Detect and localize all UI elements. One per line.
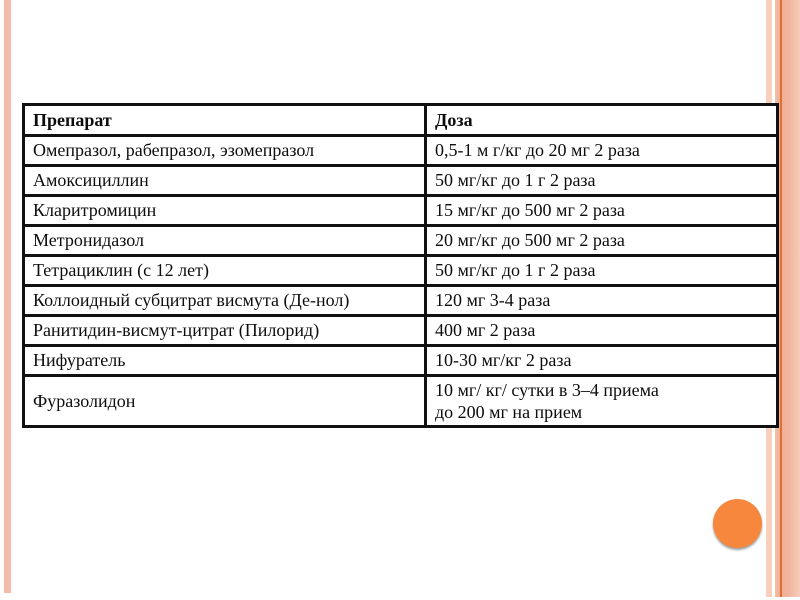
- left-accent-stripe: [4, 0, 11, 593]
- dose-cell: 15 мг/кг до 500 мг 2 раза: [426, 196, 778, 226]
- dose-cell: 20 мг/кг до 500 мг 2 раза: [426, 226, 778, 256]
- table-row: [24, 256, 778, 286]
- dose-line-2: до 200 мг на прием: [435, 402, 583, 422]
- table-row: [24, 166, 778, 196]
- drug-cell: Кларитромицин: [24, 196, 426, 226]
- dose-cell: 10-30 мг/кг 2 раза: [426, 346, 778, 376]
- column-header-dose: Доза: [426, 105, 778, 136]
- table-row: [24, 226, 778, 256]
- drug-cell: Метронидазол: [24, 226, 426, 256]
- table-row: [24, 286, 778, 316]
- dose-cell: [426, 376, 778, 427]
- dose-line-1: 10 мг/ кг/ сутки в 3–4 приема: [435, 379, 659, 400]
- drug-dose-table: [22, 103, 779, 428]
- accent-circle: [713, 499, 762, 548]
- drug-cell: Коллоидный субцитрат висмута (Де-нол): [24, 286, 426, 316]
- drug-cell: Ранитидин-висмут-цитрат (Пилорид): [24, 316, 426, 346]
- table-row: [24, 376, 778, 427]
- drug-cell: Омепразол, рабепразол, эзомепразол: [24, 136, 426, 166]
- drug-cell: Нифуратель: [24, 346, 426, 376]
- table-row: [24, 316, 778, 346]
- dose-cell: 50 мг/кг до 1 г 2 раза: [426, 256, 778, 286]
- column-header-drug: Препарат: [24, 105, 426, 136]
- dose-cell: 120 мг 3-4 раза: [426, 286, 778, 316]
- drug-cell: Тетрациклин (с 12 лет): [24, 256, 426, 286]
- drug-cell: Амоксициллин: [24, 166, 426, 196]
- table-row: [24, 136, 778, 166]
- right-accent-line: [780, 0, 782, 597]
- table-row: [24, 346, 778, 376]
- dose-cell: 50 мг/кг до 1 г 2 раза: [426, 166, 778, 196]
- table-header-row: [24, 105, 778, 136]
- dose-cell: 0,5-1 м г/кг до 20 мг 2 раза: [426, 136, 778, 166]
- drug-cell: Фуразолидон: [24, 376, 426, 427]
- table-row: [24, 196, 778, 226]
- dose-cell: 400 мг 2 раза: [426, 316, 778, 346]
